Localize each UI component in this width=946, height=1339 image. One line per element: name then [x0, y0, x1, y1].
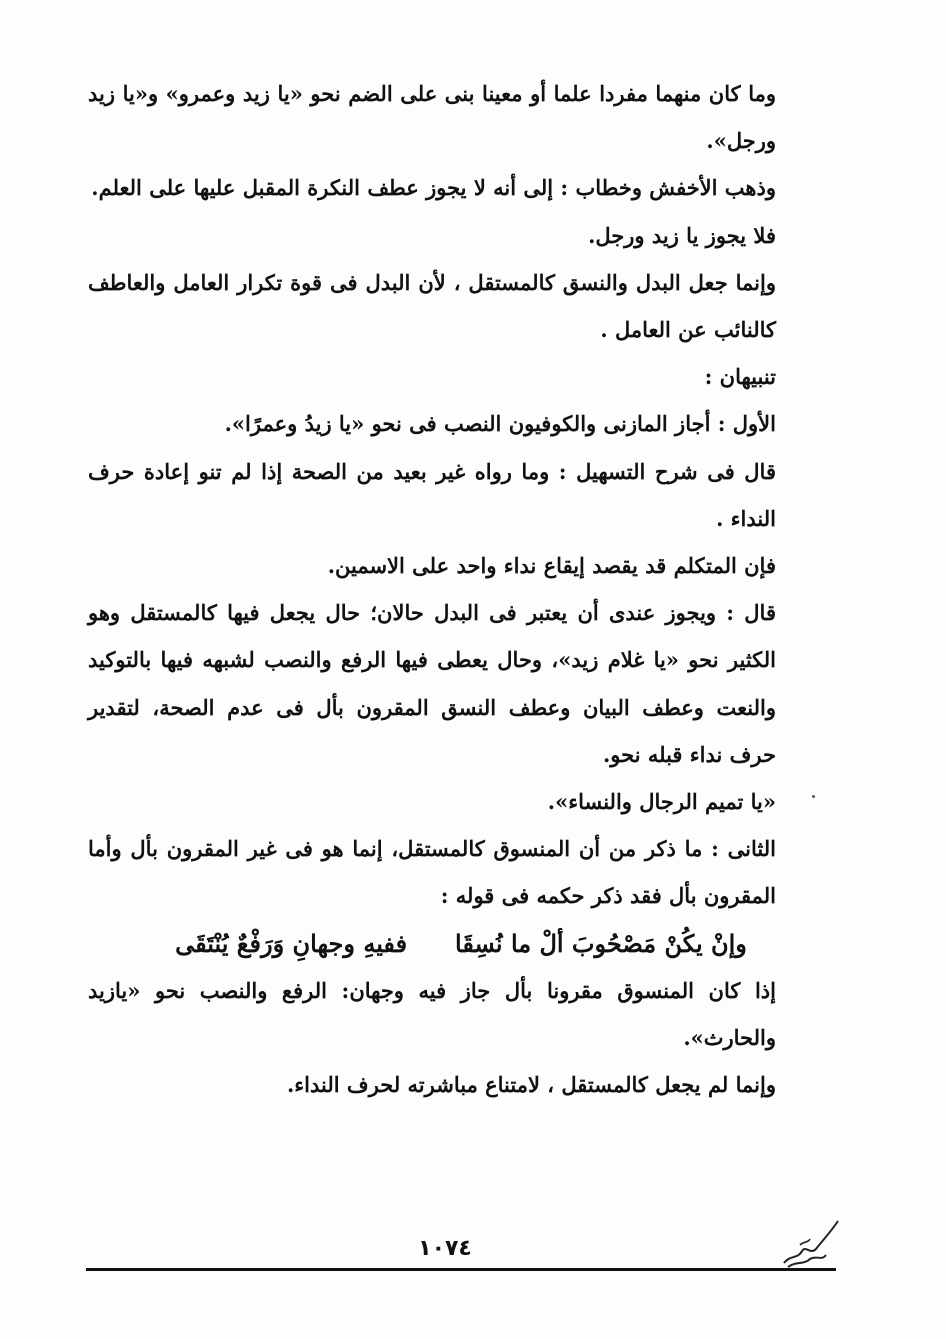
poetry-verse	[88, 920, 834, 967]
paragraph-10: الثانى : ما ذكر من أن المنسوق كالمستقل، إنما هو فى غير المقرون بأل وأما المقرون بأل فقد ذكر حكمه فى قوله :	[88, 836, 776, 909]
paragraph-6: قال فى شرح التسهيل : وما رواه غير بعيد من الصحة إذا لم تنو إعادة حرف النداء .	[88, 458, 776, 531]
footer-rule	[86, 1268, 836, 1271]
section-heading: تنبيهان :	[704, 364, 776, 390]
paragraph-5: الأول : أجاز المازنى والكوفيون النصب فى نحو «يا زيدُ وعمرًا».	[224, 411, 776, 437]
body-text	[88, 70, 834, 1108]
page-number: ١٠٧٤	[418, 1236, 472, 1261]
handwritten-mark-icon	[780, 1215, 842, 1271]
paragraph-12: وإنما لم يجعل كالمستقل ، لامتناع مباشرته لحرف النداء.	[287, 1072, 776, 1098]
verse-hemistich-1: وإنْ يكُنْ مَصْحُوبَ ألْ ما نُسِقَا	[455, 928, 747, 958]
paragraph-3: فلا يجوز يا زيد ورجل.	[588, 222, 776, 248]
verse-hemistich-2: ففيهِ وجهانِ وَرَفْعٌ يُنْتَقَى	[175, 928, 408, 958]
paragraph-8: قال : ويجوز عندى أن يعتبر فى البدل حالان؛ حال يجعل فيها كالمستقل وهو الكثير نحو «يا غلام زيد»، وحال يعطى فيها الرفع والنصب لشبهه فيها بالتوكيد والنعت وعطف البيان وعطف النسق المقرون بأل فى عدم الصحة، لتقدير حرف نداء قبله نحو.	[88, 600, 776, 767]
paragraph-4: وإنما جعل البدل والنسق كالمستقل ، لأن البدل فى قوة تكرار العامل والعاطف كالنائب عن العامل .	[88, 269, 776, 343]
paragraph-7: فإن المتكلم قد يقصد إيقاع نداء واحد على الاسمين.	[327, 553, 776, 579]
paragraph-9: «يا تميم الرجال والنساء».	[547, 789, 776, 815]
paragraph-11: إذا كان المنسوق مقرونا بأل جاز فيه وجهان: الرفع والنصب نحو «يازيد والحارث».	[88, 977, 776, 1051]
paragraph-2: وذهب الأخفش وخطاب : إلى أنه لا يجوز عطف النكرة المقبل عليها على العلم.	[91, 175, 776, 201]
paragraph-1: وما كان منهما مفردا علما أو معينا بنى على الضم نحو «يا زيد وعمرو» و«يا زيد ورجل».	[88, 81, 776, 154]
scan-speck	[812, 795, 815, 798]
